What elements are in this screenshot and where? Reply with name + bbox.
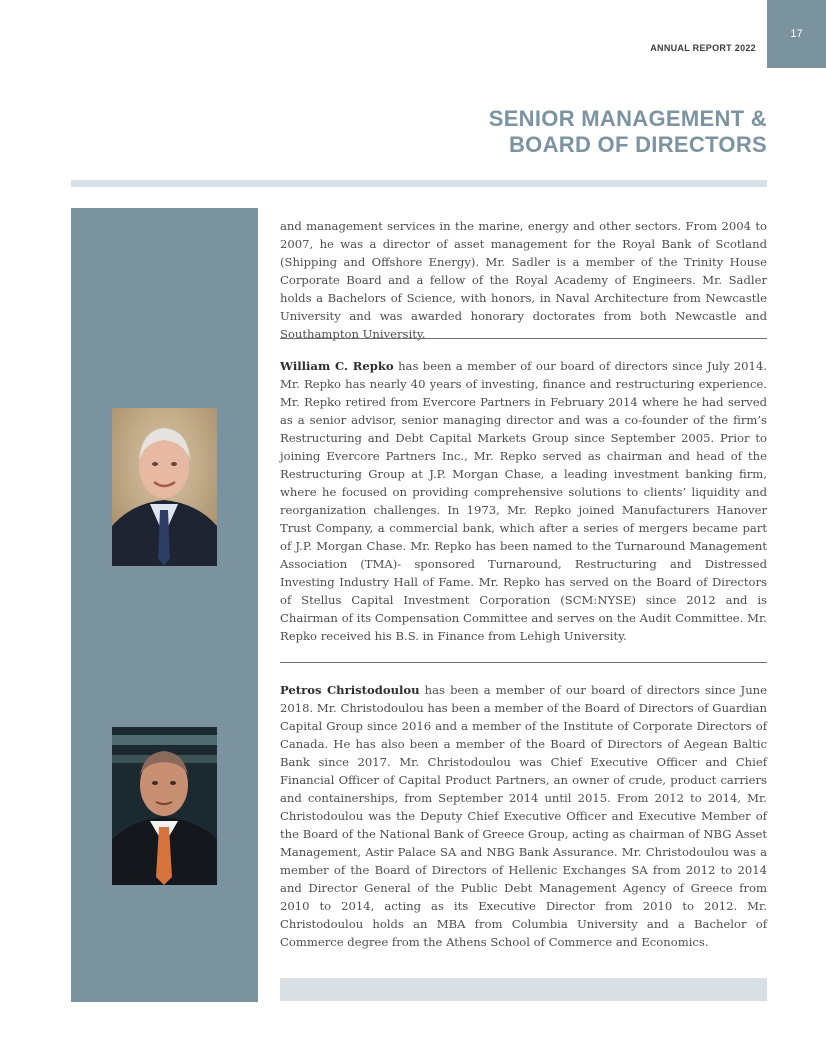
portrait-christodoulou-illustration — [112, 727, 217, 885]
bio-petros-christodoulou — [280, 681, 767, 951]
bio-text: has been a member of our board of directors since June 2018. Mr. Christodoulou has been a member of the Board of Directors of Guardian Capital Group since 2016 and a member of the Institute of Corporate Directors of Canada. He has also been a member of the Board of Directors of Aegean Baltic Bank since 2017. Mr. Christodoulou was Chief Executive Officer and Chief Financial Officer of Capital Product Partners, an owner of crude, product carriers and containerships, from September 2014 until 2015. From 2012 to 2014, Mr. Christodoulou was the Deputy Chief Executive Officer and Executive Member of the Board of the National Bank of Greece Group, acting as chairman of NBG Asset Management, Astir Palace SA and NBG Bank Assurance. Mr. Christodoulou was a member of the Board of Directors of Hellenic Exchanges SA from 2012 to 2014 and Director General of the Public Debt Management Agency of Greece from 2010 to 2014, acting as its Executive Director from 2010 to 2012. Mr. Christodoulou holds an MBA from Columbia University and a Bachelor of Commerce degree from the Athens School of Commerce and Economics. — [280, 683, 767, 949]
portrait-repko-illustration — [112, 408, 217, 566]
portrait-william-repko — [112, 408, 217, 566]
page-number-tab — [767, 0, 826, 68]
portrait-petros-christodoulou — [112, 727, 217, 885]
report-label: ANNUAL REPORT 2022 — [650, 43, 756, 53]
section-divider — [280, 338, 767, 339]
continuation-paragraph: and management services in the marine, energy and other sectors. From 2004 to 2007, he was a director of asset management for the Royal Bank of Scotland (Shipping and Offshore Energy). Mr. Sadler is a member of the Trinity House Corporate Board and a fellow of the Royal Academy of Engineers. Mr. Sadler holds a Bachelors of Science, with honors, in Naval Architecture from Newcastle University and was awarded honorary doctorates from both Newcastle and Southampton University. — [280, 219, 767, 341]
section-divider — [280, 662, 767, 663]
title-underline-bar — [71, 180, 767, 187]
bio-text: has been a member of our board of directors since July 2014. Mr. Repko has nearly 40 years of investing, finance and restructuring experience. Mr. Repko retired from Evercore Partners in February 2014 where he had served as a senior advisor, senior managing director and was a co-founder of the firm’s Restructuring and Debt Capital Markets Group since September 2005. Prior to joining Evercore Partners Inc., Mr. Repko served as chairman and head of the Restructuring Group at J.P. Morgan Chase, a leading investment banking firm, where he focused on providing comprehensive solutions to clients’ liquidity and reorganization challenges. In 1973, Mr. Repko joined Manufacturers Hanover Trust Company, a commercial bank, which after a series of mergers became part of J.P. Morgan Chase. Mr. Repko has been named to the Turnaround Management Association (TMA)- sponsored Turnaround, Restructuring and Distressed Investing Industry Hall of Fame. Mr. Repko has served on the Board of Directors of Stellus Capital Investment Corporation (SCM:NYSE) since 2012 and is Chairman of its Compensation Committee and serves on the Audit Committee. Mr. Repko received his B.S. in Finance from Lehigh University. — [280, 359, 767, 643]
bio-name: Petros Christodoulou — [280, 683, 420, 697]
page-title — [247, 106, 767, 158]
bio-name: William C. Repko — [280, 359, 394, 373]
bio-william-repko — [280, 357, 767, 645]
footer-bar — [280, 978, 767, 1001]
page-number: 17 — [790, 28, 803, 40]
page-title-line-1: SENIOR MANAGEMENT & — [488, 106, 767, 131]
page-title-line-2: BOARD OF DIRECTORS — [508, 132, 767, 157]
